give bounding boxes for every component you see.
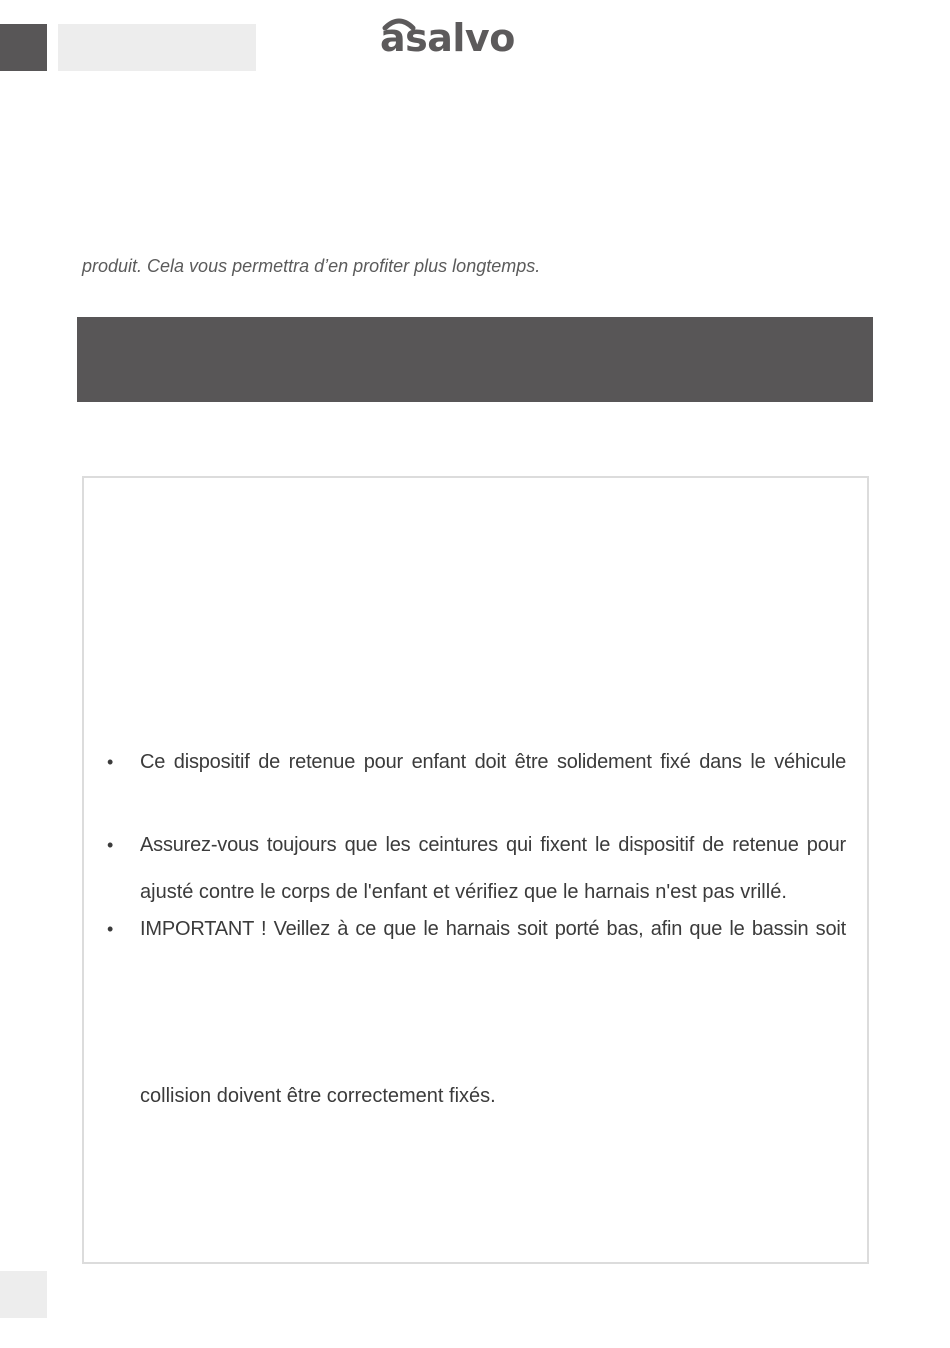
logo-text: asalvo [380, 16, 515, 60]
corner-tab-dark [0, 24, 47, 71]
bullet-2: • [107, 835, 114, 855]
asalvo-logo [380, 14, 520, 62]
warning-item-2-line-2: ajusté contre le corps de l'enfant et vérifiez que le harnais n'est pas vrillé. [140, 881, 787, 903]
warning-item-1-line-1: Ce dispositif de retenue pour enfant doit être solidement fixé dans le véhicule [140, 751, 846, 773]
intro-text: produit. Cela vous permettra d’en profiter plus longtemps. [82, 256, 541, 276]
bullet-3: • [107, 919, 114, 939]
warning-item-3-line-2: collision doivent être correctement fixés. [140, 1085, 496, 1107]
warning-box [82, 476, 869, 1264]
warning-item-3-line-1: IMPORTANT ! Veillez à ce que le harnais soit porté bas, afin que le bassin soit [140, 918, 846, 940]
corner-tab-light [58, 24, 256, 71]
warning-item-2-line-1: Assurez-vous toujours que les ceintures qui fixent le dispositif de retenue pour [140, 834, 846, 856]
section-header-bar [77, 317, 873, 402]
corner-tab-bottom [0, 1271, 47, 1318]
bullet-1: • [107, 752, 114, 772]
